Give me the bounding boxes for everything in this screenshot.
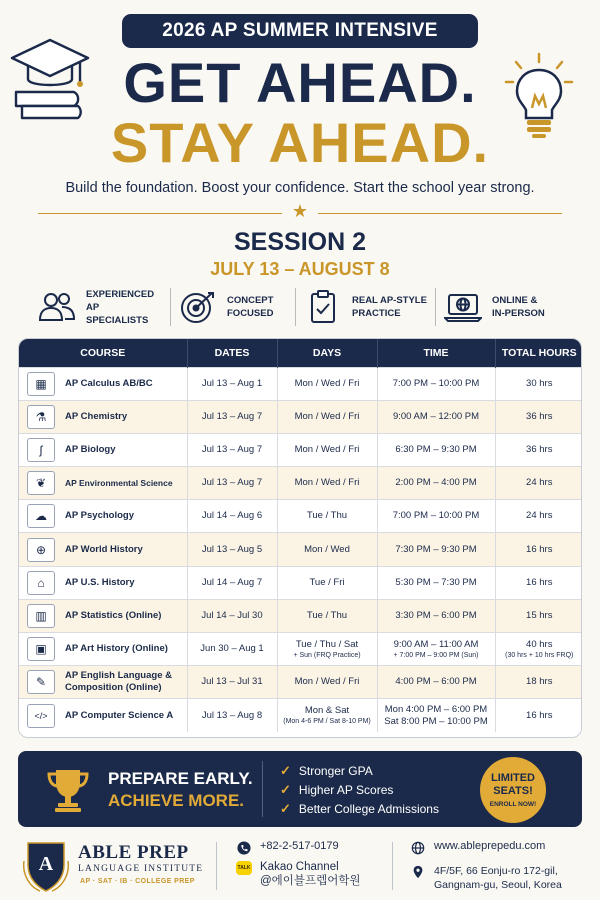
table-row [19, 500, 582, 533]
course-hours: 16 hrs [495, 566, 582, 599]
divider-left [38, 213, 282, 214]
phone-icon [236, 840, 252, 856]
table-row [19, 367, 582, 400]
people-icon [38, 290, 76, 324]
course-name: AP Environmental Science [65, 478, 173, 489]
course-time: 7:30 PM – 9:30 PM [377, 533, 495, 566]
dna-icon: ʃ [27, 438, 55, 462]
course-time: Mon 4:00 PM – 6:00 PM [384, 703, 488, 715]
table-row [19, 400, 582, 433]
session-dates: JULY 13 – AUGUST 8 [210, 259, 390, 279]
course-hours: 30 hrs [495, 367, 582, 400]
brand-programs: AP · SAT · IB · COLLEGE PREP [80, 878, 195, 885]
enroll-now-link[interactable]: ENROLL NOW! [489, 801, 537, 808]
course-days: Mon / Wed / Fri [277, 666, 377, 699]
course-dates: Jul 13 – Aug 5 [187, 533, 277, 566]
footer-divider [392, 842, 393, 890]
code-icon: </> [27, 704, 55, 728]
flask-icon: ⚗ [27, 405, 55, 429]
session-title: SESSION 2 [234, 228, 366, 256]
check-icon: ✓ [280, 800, 291, 816]
course-name: AP Psychology [65, 510, 134, 522]
course-hours: 15 hrs [495, 599, 582, 632]
course-dates: Jul 13 – Jul 31 [187, 666, 277, 699]
course-days: Mon / Wed / Fri [277, 433, 377, 466]
globe-icon: ⊕ [27, 538, 55, 562]
bar-chart-icon: ▥ [27, 604, 55, 628]
course-time: 9:00 AM – 11:00 AM [393, 638, 479, 650]
course-name: AP Art History (Online) [65, 643, 168, 655]
kakao-contact[interactable] [236, 860, 361, 888]
shield-logo-icon [22, 839, 70, 893]
course-hours: 24 hrs [495, 500, 582, 533]
course-dates: Jul 14 – Aug 7 [187, 566, 277, 599]
course-dates: Jul 14 – Jul 30 [187, 599, 277, 632]
svg-text:A: A [38, 853, 54, 875]
course-days-note: + Sun (FRQ Practice) [293, 651, 361, 659]
course-hours: 16 hrs [495, 533, 582, 566]
address-line2: Gangnam-gu, Seoul, Korea [434, 879, 562, 891]
kakao-id: @에이블프렙어학원 [260, 875, 361, 887]
check-icon: ✓ [280, 762, 291, 778]
feature-label: REAL AP-STYLE PRACTICE [352, 295, 427, 319]
course-days: Mon / Wed / Fri [277, 367, 377, 400]
laptop-globe-icon [444, 290, 482, 324]
kakao-icon: TALK [236, 860, 252, 876]
header-course: COURSE [19, 339, 187, 367]
course-time: 5:30 PM – 7:30 PM [377, 566, 495, 599]
course-name: AP Biology [65, 443, 116, 455]
feature-label: ONLINE & IN-PERSON [492, 295, 545, 319]
header-dates: DATES [187, 339, 277, 367]
feature-label: CONCEPT FOCUSED [227, 295, 274, 319]
checklist-icon [304, 290, 342, 324]
headline-line1: GET AHEAD. [123, 51, 477, 114]
course-dates: Jul 13 – Aug 8 [187, 699, 277, 732]
check-icon: ✓ [280, 781, 291, 797]
divider-right [318, 213, 562, 214]
course-days: Mon / Wed [277, 533, 377, 566]
course-time: 6:30 PM – 9:30 PM [377, 433, 495, 466]
course-days: Mon / Wed / Fri [277, 467, 377, 500]
course-hours: 18 hrs [495, 666, 582, 699]
location-pin-icon [410, 864, 426, 880]
top-banner: 2026 AP SUMMER INTENSIVE [122, 14, 478, 48]
footer [0, 836, 600, 900]
seats-line2: SEATS! [493, 785, 533, 797]
course-hours: 36 hrs [495, 400, 582, 433]
course-hours: 16 hrs [495, 699, 582, 732]
course-time: 4:00 PM – 6:00 PM [377, 666, 495, 699]
course-time-second: Sat 8:00 PM – 10:00 PM [384, 715, 488, 727]
header-time: TIME [377, 339, 495, 367]
course-time: 2:00 PM – 4:00 PM [377, 467, 495, 500]
phone-number: +82-2-517-0179 [260, 840, 339, 852]
course-name: AP U.S. History [65, 576, 135, 588]
website-url: www.ableprepedu.com [434, 840, 546, 852]
table-row [19, 467, 582, 500]
feature-practice [295, 288, 435, 326]
table-row [19, 566, 582, 599]
course-dates: Jul 13 – Aug 7 [187, 467, 277, 500]
star-icon: ★ [291, 201, 309, 221]
course-dates: Jul 13 – Aug 7 [187, 433, 277, 466]
course-time-note: + 7:00 PM – 9:00 PM (Sun) [393, 651, 479, 659]
leaf-icon: ❦ [27, 471, 55, 495]
target-icon [179, 290, 217, 324]
course-name: AP Statistics (Online) [65, 609, 162, 621]
course-time: 9:00 AM – 12:00 PM [377, 400, 495, 433]
trophy-icon [44, 766, 92, 814]
course-hours: 24 hrs [495, 467, 582, 500]
schedule-table [19, 339, 582, 732]
course-name: AP Calculus AB/BC [65, 377, 153, 389]
brand-name: ABLE PREP [78, 842, 189, 863]
picture-icon: ▣ [27, 637, 55, 661]
course-hours: 40 hrs [526, 638, 553, 650]
calculator-icon: ▦ [27, 372, 55, 396]
limited-seats-badge[interactable] [480, 757, 546, 823]
course-dates: Jul 14 – Aug 6 [187, 500, 277, 533]
table-row [19, 666, 582, 699]
capitol-icon: ⌂ [27, 571, 55, 595]
feature-online [435, 288, 575, 326]
course-days: Tue / Thu [277, 500, 377, 533]
course-time: 3:30 PM – 6:00 PM [377, 599, 495, 632]
course-hours-note: (30 hrs + 10 hrs FRQ) [505, 651, 574, 659]
course-dates: Jul 13 – Aug 1 [187, 367, 277, 400]
headline-line2: STAY AHEAD. [110, 111, 490, 174]
course-schedule-table [18, 338, 582, 738]
list-item: ✓ Stronger GPA [280, 762, 373, 778]
course-days: Tue / Fri [277, 566, 377, 599]
table-row [19, 599, 582, 632]
table-row [19, 433, 582, 466]
footer-divider [216, 842, 217, 890]
course-dates: Jul 13 – Aug 7 [187, 400, 277, 433]
course-days: Mon / Wed / Fri [277, 400, 377, 433]
feature-label: EXPERIENCED AP SPECIALISTS [86, 288, 155, 326]
course-name: AP Chemistry [65, 410, 128, 422]
header-days: DAYS [277, 339, 377, 367]
course-days: Tue / Thu [277, 599, 377, 632]
course-name: AP Computer Science A [65, 709, 174, 721]
course-days: Mon & Sat [304, 705, 350, 717]
promo-line1: PREPARE EARLY. [108, 769, 253, 788]
seats-line1: LIMITED [491, 772, 535, 784]
table-row [19, 699, 582, 732]
table-row [19, 533, 582, 566]
course-time: 7:00 PM – 10:00 PM [377, 367, 495, 400]
promo-banner [18, 751, 582, 827]
benefits-list [280, 761, 439, 818]
features-bar [30, 288, 575, 326]
list-item: ✓ Better College Admissions [280, 800, 439, 816]
kakao-label: Kakao Channel [260, 861, 339, 873]
address-line1: 4F/5F, 66 Eonju-ro 172-gil, [434, 865, 558, 877]
header-total-hours: TOTAL HOURS [501, 346, 577, 359]
phone-contact[interactable] [236, 840, 339, 856]
address [410, 864, 562, 892]
pencil-icon: ✎ [27, 670, 55, 694]
feature-specialists [30, 288, 170, 326]
website-link[interactable] [410, 840, 545, 856]
tagline: Build the foundation. Boost your confidence. Start the school year strong. [65, 180, 535, 196]
brain-icon: ☁ [27, 504, 55, 528]
table-row [19, 633, 582, 666]
list-item: ✓ Higher AP Scores [280, 781, 394, 797]
promo-line2: ACHIEVE MORE. [108, 791, 245, 810]
table-header-row [19, 339, 582, 367]
course-name: AP English Language & Composition (Online) [65, 670, 172, 694]
promo-divider [262, 761, 263, 817]
course-days: Tue / Thu / Sat [295, 638, 359, 650]
course-time: 7:00 PM – 10:00 PM [377, 500, 495, 533]
globe-icon [410, 840, 426, 856]
course-dates: Jun 30 – Aug 1 [187, 633, 277, 666]
course-days-note: (Mon 4-6 PM / Sat 8-10 PM) [283, 718, 371, 726]
brand-subtitle: LANGUAGE INSTITUTE [78, 864, 204, 874]
course-hours: 36 hrs [495, 433, 582, 466]
feature-concept [170, 288, 295, 326]
course-name: AP World History [65, 543, 143, 555]
